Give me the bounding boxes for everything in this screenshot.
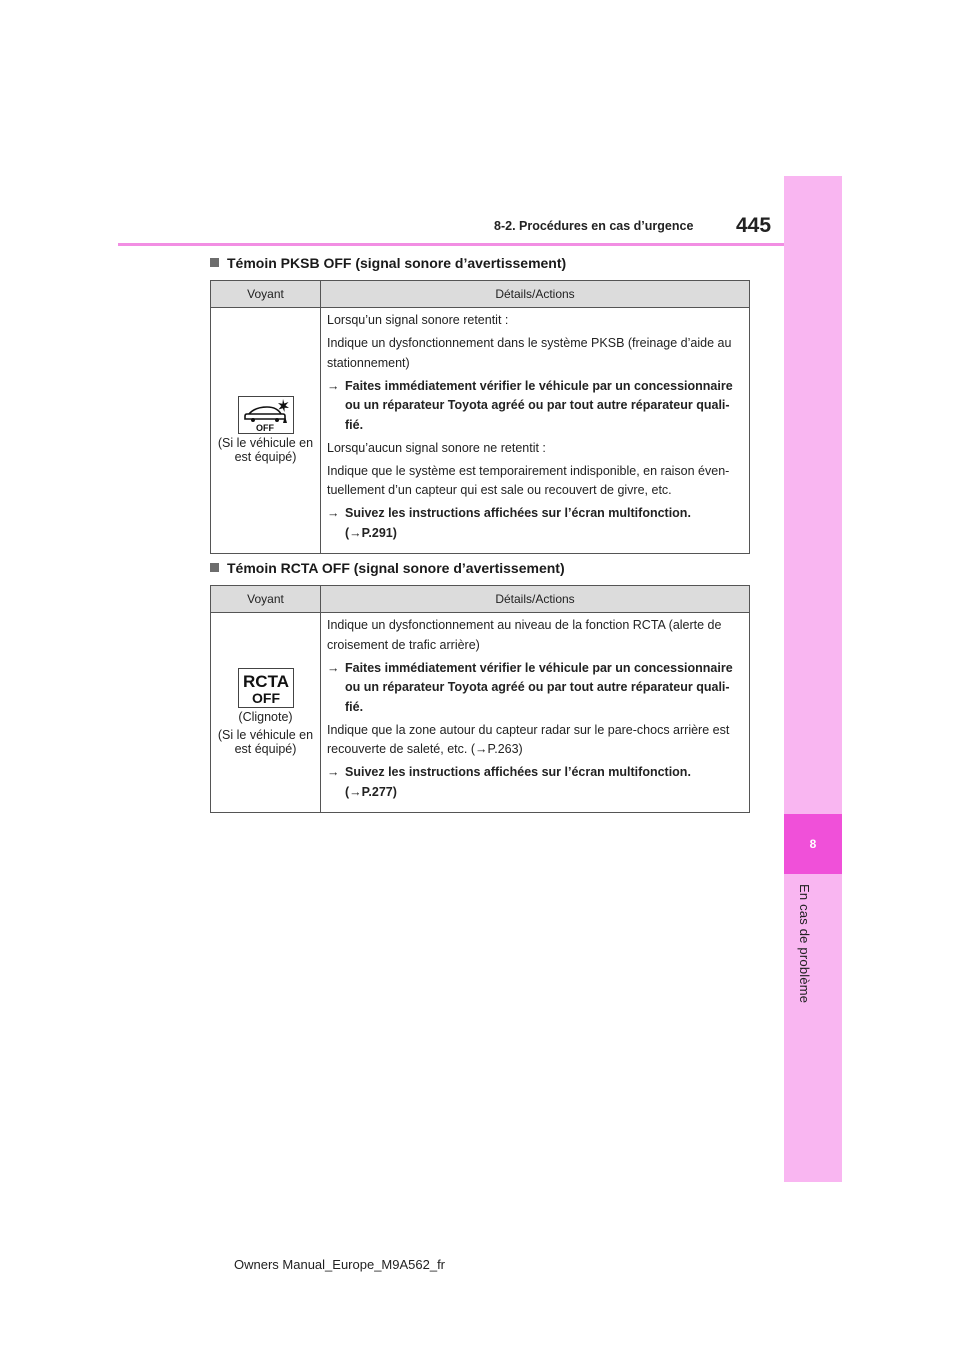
- heading-rcta: [210, 560, 565, 576]
- table-row: [211, 613, 750, 813]
- blink-note: (Clignote): [238, 710, 293, 725]
- col-details: Détails/Actions: [321, 586, 750, 613]
- arrow-icon: →: [327, 660, 340, 675]
- detail-text: Indique un dysfonctionnement dans le système PKSB (freinage d’aide au stationnement): [327, 336, 732, 370]
- rcta-table: [210, 585, 750, 813]
- indicator-cell: [211, 308, 321, 554]
- arrow-icon: →: [327, 765, 340, 779]
- action-item: → Suivez les instructions affichées sur l’écran multifonction. (→P.277): [327, 765, 691, 799]
- heading-pksb: [210, 255, 566, 271]
- equipped-note: (Si le véhicule en est équipé): [217, 728, 314, 757]
- rcta-icon-text: RCTA: [242, 672, 289, 692]
- rcta-icon-off-text: OFF: [251, 690, 280, 707]
- page-reference: (→P.291): [345, 525, 397, 540]
- chapter-tab: [784, 176, 842, 1182]
- chapter-label: En cas de problème: [797, 884, 812, 1004]
- detail-text: Indique un dysfonctionnement au niveau de la fonction RCTA (alerte de croisement de trafic arrière): [327, 618, 722, 652]
- detail-text: Lorsqu’aucun signal sonore ne retentit :: [327, 440, 546, 455]
- pksb-off-icon-label: OFF: [255, 423, 274, 434]
- action-item: → Faites immédiatement vérifier le véhicule par un concessionnaire ou un réparateur Toyota agréé ou par tout autre réparateur quali-fié.: [327, 660, 733, 714]
- heading-pksb-text: Témoin PKSB OFF (signal sonore d’avertissement): [227, 255, 567, 271]
- heading-rcta-text: Témoin RCTA OFF (signal sonore d’avertissement): [227, 560, 565, 576]
- col-details: Détails/Actions: [321, 281, 750, 308]
- action-item: → Faites immédiatement vérifier le véhicule par un concessionnaire ou un réparateur Toyota agréé ou par tout autre réparateur quali-fié.: [327, 378, 733, 432]
- heading-bullet-icon: [210, 258, 219, 267]
- table-header-row: [211, 586, 750, 613]
- details-cell: [321, 613, 750, 813]
- detail-text: Indique que la zone autour du capteur radar sur le pare-chocs arrière est recouverte de saleté, etc. (→P.263): [327, 722, 730, 756]
- details-cell: [321, 308, 750, 554]
- arrow-icon: →: [327, 378, 340, 393]
- pksb-table: [210, 280, 750, 554]
- col-indicator: Voyant: [211, 281, 321, 308]
- page-number: 445: [736, 214, 772, 237]
- col-indicator: Voyant: [211, 586, 321, 613]
- detail-text: Lorsqu’un signal sonore retentit :: [327, 313, 509, 327]
- table-header-row: [211, 281, 750, 308]
- equipped-note: (Si le véhicule en est équipé): [217, 436, 314, 465]
- chapter-number: 8: [784, 814, 842, 874]
- page-reference: (→P.277): [345, 784, 397, 799]
- header-rule: [118, 243, 784, 246]
- heading-bullet-icon: [210, 563, 219, 572]
- section-title: 8-2. Procédures en cas d’urgence: [494, 219, 694, 233]
- rcta-off-icon: [238, 668, 294, 708]
- arrow-icon: →: [327, 506, 340, 520]
- indicator-cell: [211, 613, 321, 813]
- detail-text: Indique que le système est temporairement indisponible, en raison éven-tuellement d’un capteur qui est sale ou recouvert de givre, etc.: [327, 463, 730, 497]
- action-item: → Suivez les instructions affichées sur l’écran multifonction. (→P.291): [327, 506, 691, 540]
- pksb-off-icon: [238, 396, 294, 434]
- table-row: [211, 308, 750, 554]
- footer: Owners Manual_Europe_M9A562_fr: [234, 1257, 446, 1272]
